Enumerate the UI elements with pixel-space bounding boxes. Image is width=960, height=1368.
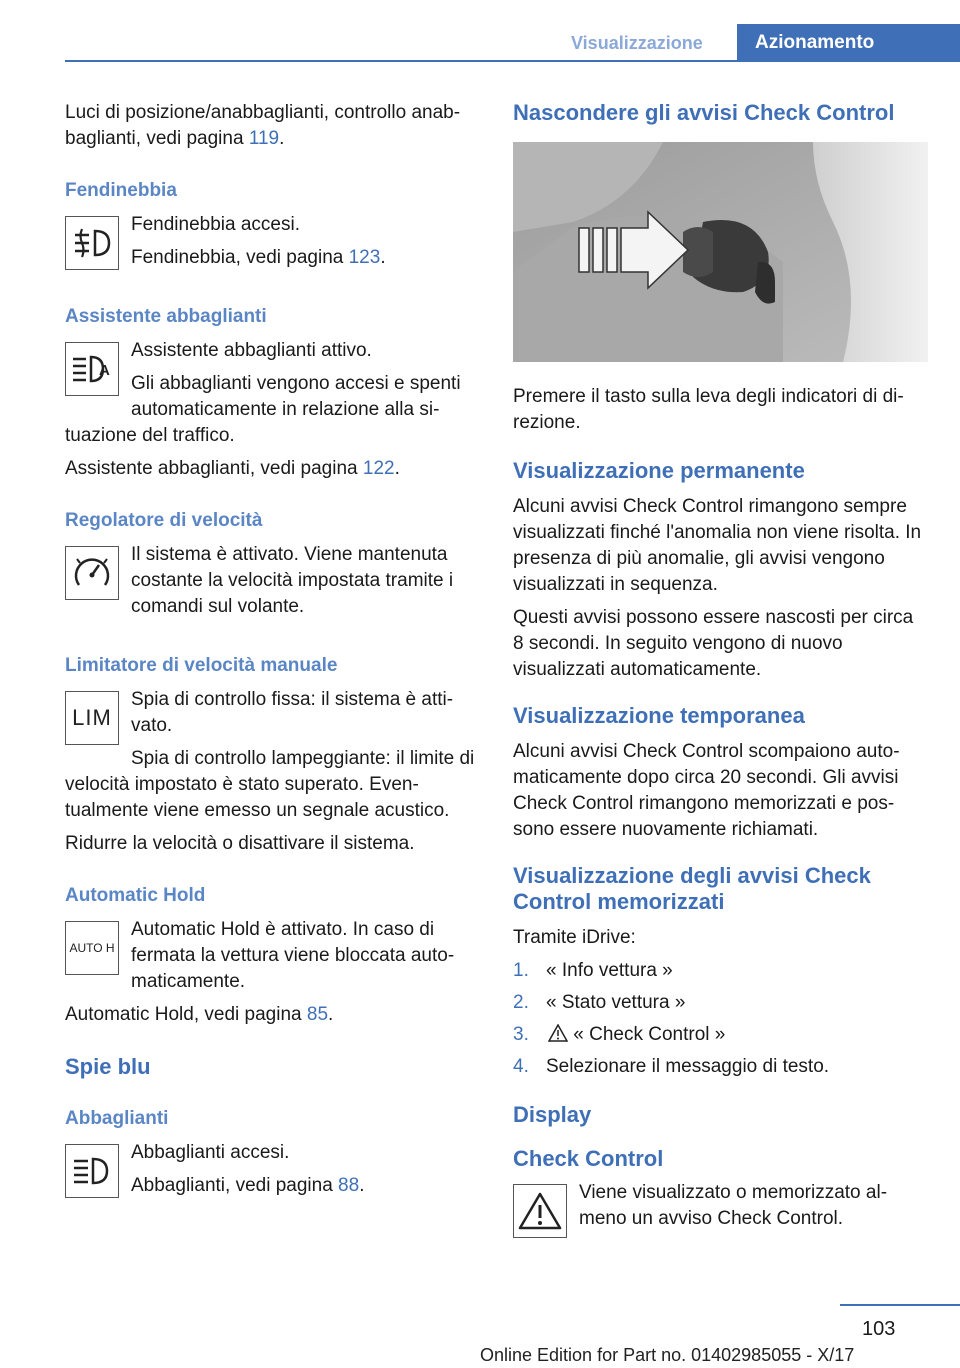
svg-text:A: A	[99, 362, 110, 379]
idrive-steps	[513, 958, 928, 1080]
fendinebbia-heading: Fendinebbia	[65, 180, 177, 201]
limitatore-heading: Limitatore di velocità manuale	[65, 655, 338, 676]
page-number: 103	[862, 1318, 896, 1340]
page-link[interactable]: 88	[338, 1175, 360, 1196]
abbaglianti-ref: Abbaglianti, vedi pagina 88.	[131, 1175, 365, 1196]
check-control-title: Nascondere gli avvisi Check Control	[513, 100, 895, 125]
high-beam-assistant-icon	[65, 342, 119, 396]
speed-limiter-icon: LIM	[65, 691, 119, 745]
autohold-heading: Automatic Hold	[65, 885, 206, 906]
header-chapter-tab: Azionamento	[737, 24, 960, 62]
temporanea-heading: Visualizzazione temporanea	[513, 703, 805, 728]
check-control-heading: Check Control	[513, 1146, 664, 1171]
limitatore-block: LIM Spia di controllo fissa: il sistema è attivato. Spia di controllo lampeggiante: il limite di velocità impostato è stato superato. Eventualmente viene emesso un segnale acustico. Ridurre la velocità o disattivare il sistema.	[65, 689, 475, 854]
assistente-ref: Assistente abbaglianti, vedi pagina 122.	[65, 458, 400, 479]
auto-hold-icon: AUTO H	[65, 921, 119, 975]
list-item[interactable]: 4. Selezionare il messaggio di testo.	[513, 1056, 830, 1077]
permanente-heading: Visualizzazione permanente	[513, 458, 805, 483]
cruise-control-icon	[65, 546, 119, 600]
edition-footer: Online Edition for Part no. 01402985055 - X/17	[480, 1345, 855, 1365]
display-heading: Display	[513, 1102, 592, 1127]
regolatore-heading: Regolatore di velocità	[65, 510, 263, 531]
warning-triangle-icon	[548, 1024, 568, 1042]
fendinebbia-block: Fendinebbia accesi. Fendinebbia, vedi pagina 123.	[65, 212, 480, 278]
assistente-block: A Assistente abbaglianti attivo. Gli abbaglianti vengono accesi e spenti automaticamente in relazione alla situazione del traffico. Assistente abbaglianti, vedi pagina 122.	[65, 338, 480, 482]
assistente-heading: Assistente abbaglianti	[65, 306, 267, 327]
regolatore-block: Il sistema è attivato. Viene mantenuta costante la velocità impostata tramite i comandi sul volante.	[65, 542, 480, 627]
footer-rule	[840, 1304, 960, 1306]
high-beam-icon	[65, 1144, 119, 1198]
fendinebbia-ref: Fendinebbia, vedi pagina 123.	[131, 247, 386, 268]
list-item[interactable]: 1. « Info vettura »	[513, 960, 673, 981]
right-column: Nascondere gli avvisi Check Control Premere il tasto sulla leva degli indicatori di direzione. Visualizzazione permanente Alcuni avvisi Check Control rimangono sempre visualizzati finché l'anomalia non viene risolta. In presenza di più anomalie, gli avvisi vengono visualizzati in sequenza. Questi avvisi possono essere nascosti per circa 8 secondi. In seguito vengono di nuovo visualizzati automaticamente. Visualizzazione temporanea Alcuni avvisi Check Control scompaiono automaticamente dopo circa 20 secondi. Gli avvisi Check Control rimangono memorizzati e possono essere nuovamente richiamati. Visualizzazione degli avvisi Check Control memorizzati Tramite iDrive: 1. « Info vettura » 2. « Stato vettura » 3. « Check Control » 4. Selezionare il messaggio di testo. Display Check Control Viene visualizzato o memorizzato almeno un avviso Check Control.	[513, 100, 928, 1240]
spie-blu-heading: Spie blu	[65, 1054, 151, 1079]
check-control-block: Viene visualizzato o memorizzato almeno un avviso Check Control.	[513, 1180, 928, 1240]
page-link[interactable]: 123	[348, 247, 381, 268]
autohold-ref: Automatic Hold, vedi pagina 85.	[65, 1004, 334, 1025]
warning-triangle-icon	[513, 1184, 567, 1238]
list-item[interactable]: 2. « Stato vettura »	[513, 992, 686, 1013]
page-link[interactable]: 122	[362, 458, 395, 479]
header-section: Visualizzazione	[571, 33, 703, 53]
page-link[interactable]: 119	[248, 128, 280, 149]
left-column	[65, 100, 480, 1206]
autohold-block: AUTO H Automatic Hold è attivato. In caso di fermata la vettura viene bloccata automaticamente. Automatic Hold, vedi pagina 85.	[65, 917, 480, 1028]
front-fog-light-icon	[65, 216, 119, 270]
turn-signal-lever-photo	[513, 142, 928, 362]
memorizzati-heading: Visualizzazione degli avvisi Check Control memorizzati	[513, 863, 871, 914]
list-item[interactable]: 3. « Check Control »	[513, 1024, 726, 1045]
abbaglianti-heading: Abbaglianti	[65, 1108, 169, 1129]
abbaglianti-block: Abbaglianti accesi. Abbaglianti, vedi pagina 88.	[65, 1140, 480, 1206]
page-link[interactable]: 85	[306, 1004, 329, 1025]
intro-paragraph: Luci di posizione/anabbaglianti, controllo anabbaglianti, vedi pagina 119.	[65, 102, 461, 149]
photo-caption: Premere il tasto sulla leva degli indicatori di direzione.	[513, 386, 904, 433]
